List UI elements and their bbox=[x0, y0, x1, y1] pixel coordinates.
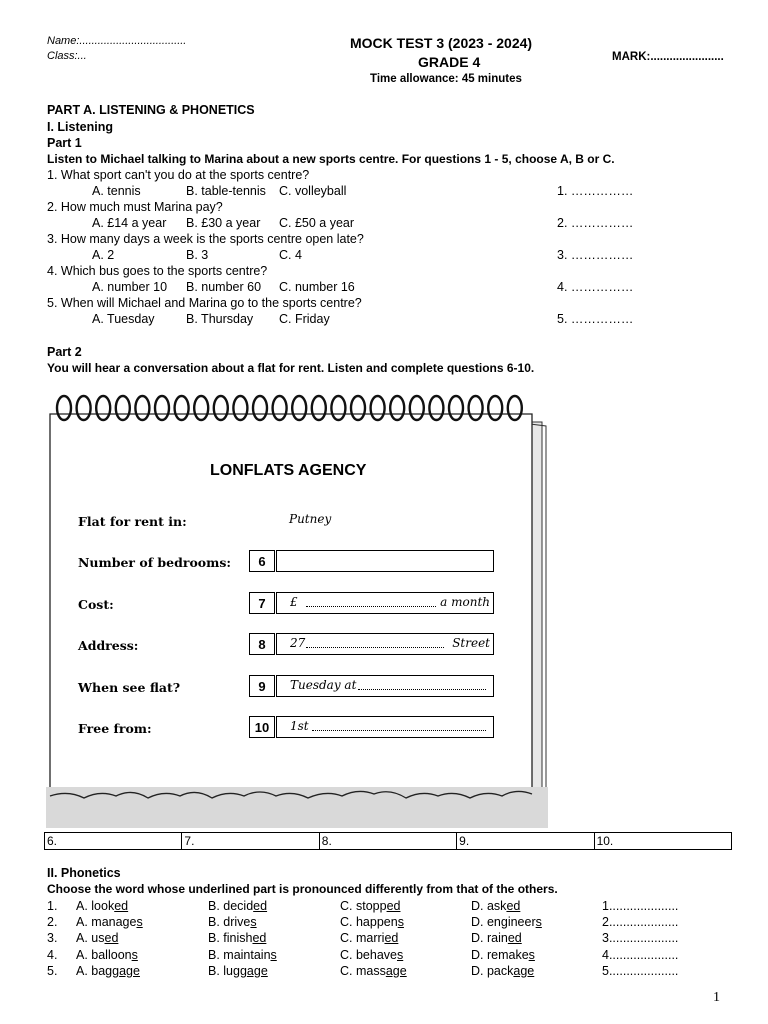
underlined-part: s bbox=[396, 947, 404, 962]
form-label: When see flat? bbox=[78, 679, 181, 695]
word-stem: C. behave bbox=[340, 947, 397, 962]
answer-blank[interactable]: 2. …………… bbox=[557, 216, 634, 230]
question-number: 8 bbox=[249, 633, 275, 655]
option-c[interactable]: C. number 16 bbox=[279, 280, 355, 294]
agency-title: LONFLATS AGENCY bbox=[210, 462, 367, 479]
part-a-heading: PART A. LISTENING & PHONETICS bbox=[47, 103, 255, 117]
underlined-part: ed bbox=[253, 899, 268, 913]
question-number: 7 bbox=[249, 592, 275, 614]
form-label: Address: bbox=[78, 638, 139, 653]
question-number: 6 bbox=[249, 550, 275, 572]
part2-instruction: You will hear a conversation about a flat for rent. Listen and complete questions 6-10. bbox=[47, 361, 535, 375]
option-a[interactable] bbox=[76, 931, 118, 945]
question-text: 5. When will Michael and Marina go to the sports centre? bbox=[47, 296, 362, 310]
option-c[interactable] bbox=[340, 915, 404, 929]
word-stem: C. stopp bbox=[340, 899, 387, 913]
answer-grid bbox=[44, 832, 732, 850]
option-c[interactable] bbox=[340, 964, 407, 978]
answer-blank[interactable]: 3.................... bbox=[602, 931, 679, 946]
answer-cell[interactable]: 10. bbox=[594, 833, 731, 850]
option-a[interactable] bbox=[76, 948, 138, 962]
option-b[interactable]: B. Thursday bbox=[186, 312, 254, 326]
item-number: 3. bbox=[47, 931, 58, 946]
option-b[interactable] bbox=[208, 899, 267, 913]
answer-blank[interactable]: 5. …………… bbox=[557, 312, 634, 326]
option-b[interactable] bbox=[208, 915, 257, 929]
underlined-part: s bbox=[270, 947, 277, 962]
option-b[interactable]: B. 3 bbox=[186, 248, 209, 262]
prefilled-suffix: a month bbox=[440, 594, 490, 609]
word-stem: A. balloon bbox=[76, 947, 132, 962]
prefilled-text: 27 bbox=[290, 636, 306, 650]
word-stem: D. rain bbox=[471, 931, 508, 946]
underlined-part: ed bbox=[114, 899, 129, 913]
option-c[interactable] bbox=[340, 899, 400, 913]
underlined-part: ed bbox=[507, 931, 522, 946]
word-stem: B. maintain bbox=[208, 947, 271, 962]
underlined-part: age bbox=[246, 963, 268, 978]
listening-heading: I. Listening bbox=[47, 120, 113, 134]
underlined-part: ed bbox=[384, 931, 399, 946]
question-text: 4. Which bus goes to the sports centre? bbox=[47, 264, 268, 278]
phonetics-heading: II. Phonetics bbox=[47, 866, 121, 880]
option-a[interactable]: A. number 10 bbox=[92, 280, 168, 294]
word-stem: C. mass bbox=[340, 963, 386, 978]
word-stem: B. decid bbox=[208, 899, 254, 913]
word-stem: B. lugg bbox=[208, 963, 247, 978]
option-b[interactable]: B. table-tennis bbox=[186, 184, 266, 198]
underlined-part: ed bbox=[104, 931, 119, 946]
dotted-line bbox=[306, 647, 444, 648]
word-stem: A. look bbox=[76, 899, 115, 913]
form-label: Cost: bbox=[78, 596, 114, 612]
flat-value: Putney bbox=[289, 512, 332, 526]
option-b[interactable] bbox=[208, 964, 268, 978]
underlined-part: age bbox=[385, 963, 407, 978]
answer-cell[interactable]: 7. bbox=[182, 833, 319, 850]
item-number: 2. bbox=[47, 915, 58, 930]
underlined-part: age bbox=[513, 963, 535, 978]
question-text: 1. What sport can't you do at the sports centre? bbox=[47, 168, 310, 182]
test-title: MOCK TEST 3 (2023 - 2024) bbox=[350, 35, 533, 51]
phonetics-instruction: Choose the word whose underlined part is pronounced differently from that of the others. bbox=[47, 882, 558, 896]
answer-box[interactable] bbox=[276, 550, 494, 572]
underlined-part: s bbox=[397, 915, 404, 930]
answer-cell[interactable]: 9. bbox=[457, 833, 594, 850]
option-b[interactable]: B. £30 a year bbox=[186, 216, 261, 230]
underlined-part: s bbox=[535, 915, 542, 930]
form-label: Free from: bbox=[78, 721, 152, 736]
notebook-form bbox=[46, 392, 548, 828]
prefilled-suffix: Street bbox=[452, 636, 490, 650]
name-field[interactable]: Name:................................... bbox=[47, 35, 187, 47]
option-c[interactable]: C. £50 a year bbox=[279, 216, 355, 230]
option-d[interactable] bbox=[471, 915, 542, 929]
answer-blank[interactable]: 4. …………… bbox=[557, 280, 634, 294]
option-d[interactable] bbox=[471, 931, 522, 945]
underlined-part: ed bbox=[386, 899, 401, 913]
word-stem: D. remake bbox=[471, 947, 529, 962]
underlined-part: ed bbox=[506, 899, 521, 913]
answer-blank[interactable]: 1.................... bbox=[602, 899, 679, 913]
option-c[interactable]: C. Friday bbox=[279, 312, 330, 326]
option-a[interactable] bbox=[76, 964, 140, 978]
question-text: 2. How much must Marina pay? bbox=[47, 200, 223, 214]
option-b[interactable] bbox=[208, 948, 277, 962]
answer-blank[interactable]: 4.................... bbox=[602, 947, 679, 962]
question-number: 9 bbox=[249, 675, 275, 697]
option-a[interactable]: A. Tuesday bbox=[92, 312, 155, 326]
answer-blank[interactable]: 3. …………… bbox=[557, 248, 634, 262]
form-label: Number of bedrooms: bbox=[78, 555, 232, 570]
underlined-part: s bbox=[136, 915, 143, 930]
dotted-line bbox=[312, 730, 486, 731]
dotted-line bbox=[358, 689, 486, 690]
time-allowance: Time allowance: 45 minutes bbox=[370, 73, 522, 85]
option-d[interactable] bbox=[471, 964, 534, 978]
mark-field[interactable]: MARK:....................... bbox=[612, 51, 724, 63]
option-b[interactable] bbox=[208, 931, 266, 945]
word-stem: D. ask bbox=[471, 899, 507, 913]
underlined-part: s bbox=[250, 915, 257, 930]
option-d[interactable] bbox=[471, 899, 520, 913]
part1-heading: Part 1 bbox=[47, 136, 82, 150]
word-stem: A. manage bbox=[76, 915, 137, 930]
prefilled-text: 1st bbox=[290, 719, 309, 733]
page-number: 1 bbox=[713, 990, 720, 1005]
option-b[interactable]: B. number 60 bbox=[186, 280, 262, 294]
word-stem: B. finish bbox=[208, 931, 253, 946]
word-stem: D. engineer bbox=[471, 915, 536, 930]
word-stem: A. bagg bbox=[76, 963, 120, 978]
part1-instruction: Listen to Michael talking to Marina about a new sports centre. For questions 1 - 5, choose A, B or C. bbox=[47, 152, 615, 166]
underlined-part: ed bbox=[252, 931, 267, 946]
option-a[interactable] bbox=[76, 915, 143, 929]
option-c[interactable]: C. volleyball bbox=[279, 184, 347, 198]
answer-cell[interactable]: 6. bbox=[45, 833, 182, 850]
word-stem: D. pack bbox=[471, 963, 514, 978]
question-number: 10 bbox=[249, 716, 275, 738]
prefilled-text: Tuesday at bbox=[290, 677, 357, 692]
option-c[interactable] bbox=[340, 948, 403, 962]
option-d[interactable] bbox=[471, 948, 535, 962]
prefilled-text: £ bbox=[290, 594, 298, 609]
answer-blank[interactable]: 5.................... bbox=[602, 963, 679, 978]
answer-blank[interactable]: 2.................... bbox=[602, 915, 679, 930]
answer-blank[interactable]: 1. …………… bbox=[557, 184, 634, 198]
option-a[interactable] bbox=[76, 899, 128, 913]
word-stem: A. us bbox=[76, 931, 105, 946]
dotted-line bbox=[306, 606, 436, 607]
option-a[interactable]: A. 2 bbox=[92, 248, 115, 262]
option-c[interactable]: C. 4 bbox=[279, 248, 302, 262]
item-number: 1. bbox=[47, 899, 58, 913]
word-stem: C. marri bbox=[340, 931, 385, 946]
flat-label: Flat for rent in: bbox=[78, 514, 187, 529]
item-number: 5. bbox=[47, 963, 58, 978]
class-field[interactable]: Class:... bbox=[47, 50, 87, 62]
underlined-part: s bbox=[528, 947, 535, 962]
grade-title: GRADE 4 bbox=[418, 54, 481, 70]
word-stem: C. happen bbox=[340, 915, 398, 930]
word-stem: B. drive bbox=[208, 915, 251, 930]
question-text: 3. How many days a week is the sports centre open late? bbox=[47, 232, 364, 246]
part2-heading: Part 2 bbox=[47, 345, 82, 359]
option-c[interactable] bbox=[340, 931, 398, 945]
underlined-part: age bbox=[119, 963, 140, 978]
answer-cell[interactable]: 8. bbox=[319, 833, 456, 850]
item-number: 4. bbox=[47, 947, 58, 962]
option-a[interactable]: A. £14 a year bbox=[92, 216, 167, 230]
option-a[interactable]: A. tennis bbox=[92, 184, 141, 198]
underlined-part: s bbox=[131, 947, 138, 962]
